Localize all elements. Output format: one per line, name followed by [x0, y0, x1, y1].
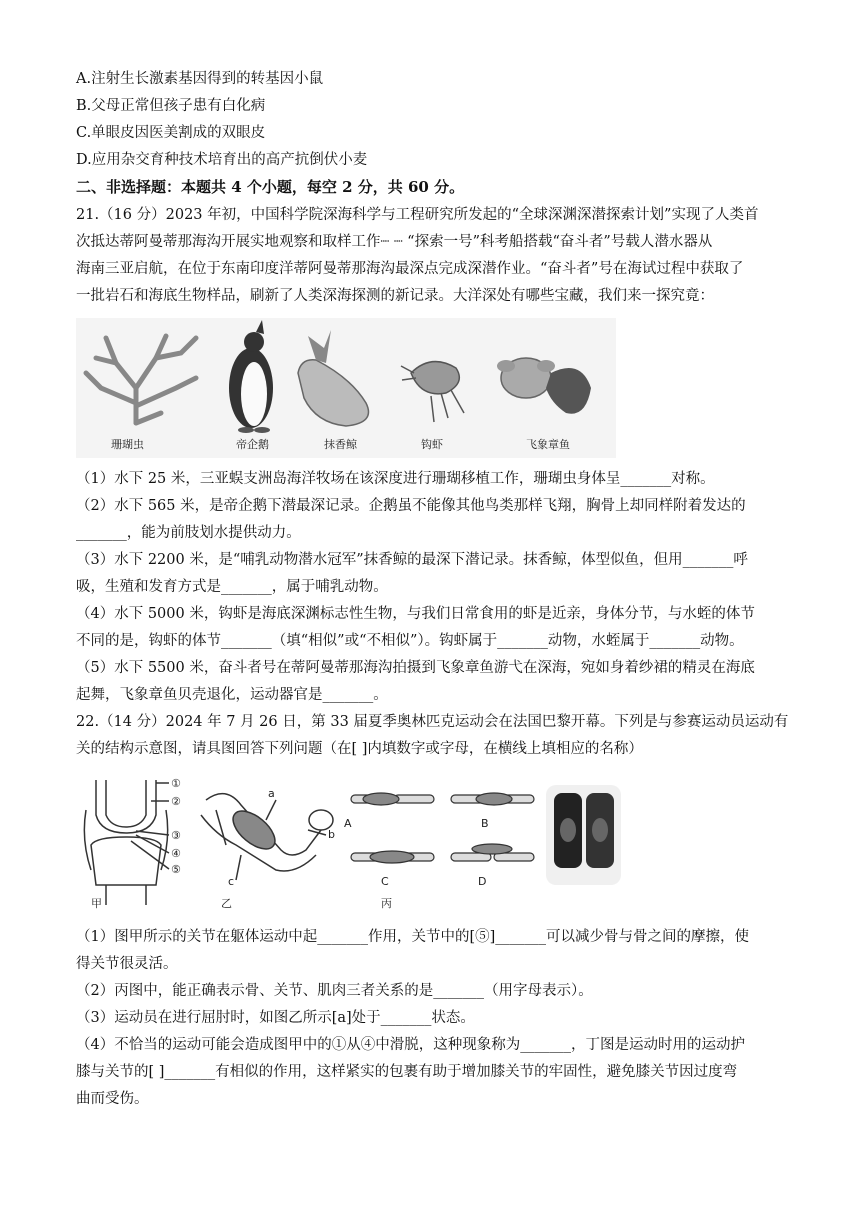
option-d: D.应用杂交育种技术培育出的高产抗倒伏小麦: [76, 152, 368, 168]
joint-diagram-jia: [84, 780, 169, 905]
caption-octopus: 飞象章鱼: [526, 438, 570, 451]
label-3: ③: [171, 829, 181, 842]
caption-coral: 珊瑚虫: [111, 438, 144, 451]
label-jia: 甲: [91, 897, 102, 910]
q22-intro-line: 关的结构示意图，请具图回答下列问题（在[ ]内填数字或字母，在横线上填相应的名称）: [76, 741, 643, 757]
arm-diagram-yi: [201, 794, 333, 880]
q22-sub-2: （2）丙图中，能正确表示骨、关节、肌肉三者关系的是_______（用字母表示）。: [76, 983, 593, 999]
marine-animals-figure: [76, 318, 616, 458]
label-c: c: [228, 875, 235, 888]
label-A: A: [344, 817, 352, 830]
label-D: D: [478, 875, 487, 888]
q22-sub-3: （3）运动员在进行屈肘时，如图乙所示[a]处于_______状态。: [76, 1010, 475, 1026]
q22-sub-4-cont: 曲而受伤。: [76, 1091, 149, 1107]
label-1: ①: [171, 777, 181, 790]
caption-amphipod: 钩虾: [421, 438, 443, 451]
label-4: ④: [171, 847, 181, 860]
bone-muscle-diagram-bing: [351, 793, 534, 863]
label-C: C: [381, 875, 389, 888]
q21-sub-2: （2）水下 565 米，是帝企鹅下潜最深记录。企鹅虽不能像其他鸟类那样飞翔，胸骨上却同样附着发达的: [76, 498, 746, 514]
q21-sub-5-cont: 起舞，飞象章鱼贝壳退化，运动器官是_______。: [76, 687, 388, 703]
q22-sub-1-cont: 得关节很灵活。: [76, 956, 178, 972]
option-b: B.父母正常但孩子患有白化病: [76, 98, 266, 114]
label-2: ②: [171, 795, 181, 808]
caption-whale: 抹香鲸: [324, 438, 357, 451]
label-5: ⑤: [171, 863, 181, 876]
q21-intro-line: 一批岩石和海底生物样品，刷新了人类深海探测的新记录。大洋深处有哪些宝藏，我们来一探究竟：: [76, 288, 714, 304]
label-bing: 丙: [381, 897, 392, 910]
q22-intro-line: 22.（14 分）2024 年 7 月 26 日，第 33 届夏季奥林匹克运动会在法国巴黎开幕。下列是与参赛运动员运动有: [76, 714, 789, 730]
q21-intro-line: 海南三亚启航，在位于东南印度洋蒂阿曼蒂那海沟最深点完成深潜作业。“奋斗者”号在海试过程中获取了: [76, 261, 744, 277]
q21-intro-line: 次抵达蒂阿曼蒂那海沟开展实地观察和取样工作┈ ┈ “探索一号”科考船搭载“奋斗者”号载人潜水器从: [76, 234, 713, 250]
option-a: A.注射生长激素基因得到的转基因小鼠: [76, 71, 324, 87]
q21-sub-4: （4）水下 5000 米，钩虾是海底深渊标志性生物，与我们日常食用的虾是近亲，身体分节，与水蛭的体节: [76, 606, 755, 622]
q21-sub-4-cont: 不同的是，钩虾的体节_______（填“相似”或“不相似”）。钩虾属于_______动物，水蛭属于_______动物。: [76, 633, 744, 649]
label-B: B: [481, 817, 489, 830]
option-c: C.单眼皮因医美割成的双眼皮: [76, 125, 266, 141]
q22-sub-1: （1）图甲所示的关节在躯体运动中起_______作用，关节中的[⑤]_______可以减少骨与骨之间的摩擦，使: [76, 929, 750, 945]
q21-sub-2-cont: _______，能为前肢划水提供动力。: [76, 525, 301, 541]
q22-sub-4-cont: 膝与关节的[ ]_______有相似的作用，这样紧实的包裹有助于增加膝关节的牢固性，避免膝关节因过度弯: [76, 1064, 738, 1080]
q21-sub-3: （3）水下 2200 米，是“哺乳动物潜水冠军”抹香鲸的最深下潜记录。抹香鲸，体型似鱼，但用_______呼: [76, 552, 748, 568]
q21-sub-1: （1）水下 25 米，三亚蜈支洲岛海洋牧场在该深度进行珊瑚移植工作，珊瑚虫身体呈_______对称。: [76, 471, 715, 487]
q21-sub-5: （5）水下 5500 米，奋斗者号在蒂阿曼蒂那海沟拍摄到飞象章鱼游弋在深海，宛如身着纱裙的精灵在海底: [76, 660, 755, 676]
label-b: b: [328, 828, 335, 841]
knee-brace-illustration: [546, 785, 621, 885]
section-heading: 二、非选择题：本题共 4 个小题，每空 2 分，共 60 分。: [76, 178, 465, 196]
caption-penguin: 帝企鹅: [236, 438, 269, 451]
q21-sub-3-cont: 吸，生殖和发育方式是_______，属于哺乳动物。: [76, 579, 388, 595]
joint-structure-figure: [76, 775, 636, 913]
q21-intro-line: 21.（16 分）2023 年初，中国科学院深海科学与工程研究所发起的“全球深渊深潜探索计划”实现了人类首: [76, 207, 759, 223]
label-yi: 乙: [221, 897, 232, 910]
label-a: a: [268, 787, 275, 800]
q22-sub-4: （4）不恰当的运动可能会造成图甲中的①从④中滑脱，这种现象称为_______，丁图是运动时用的运动护: [76, 1037, 745, 1053]
